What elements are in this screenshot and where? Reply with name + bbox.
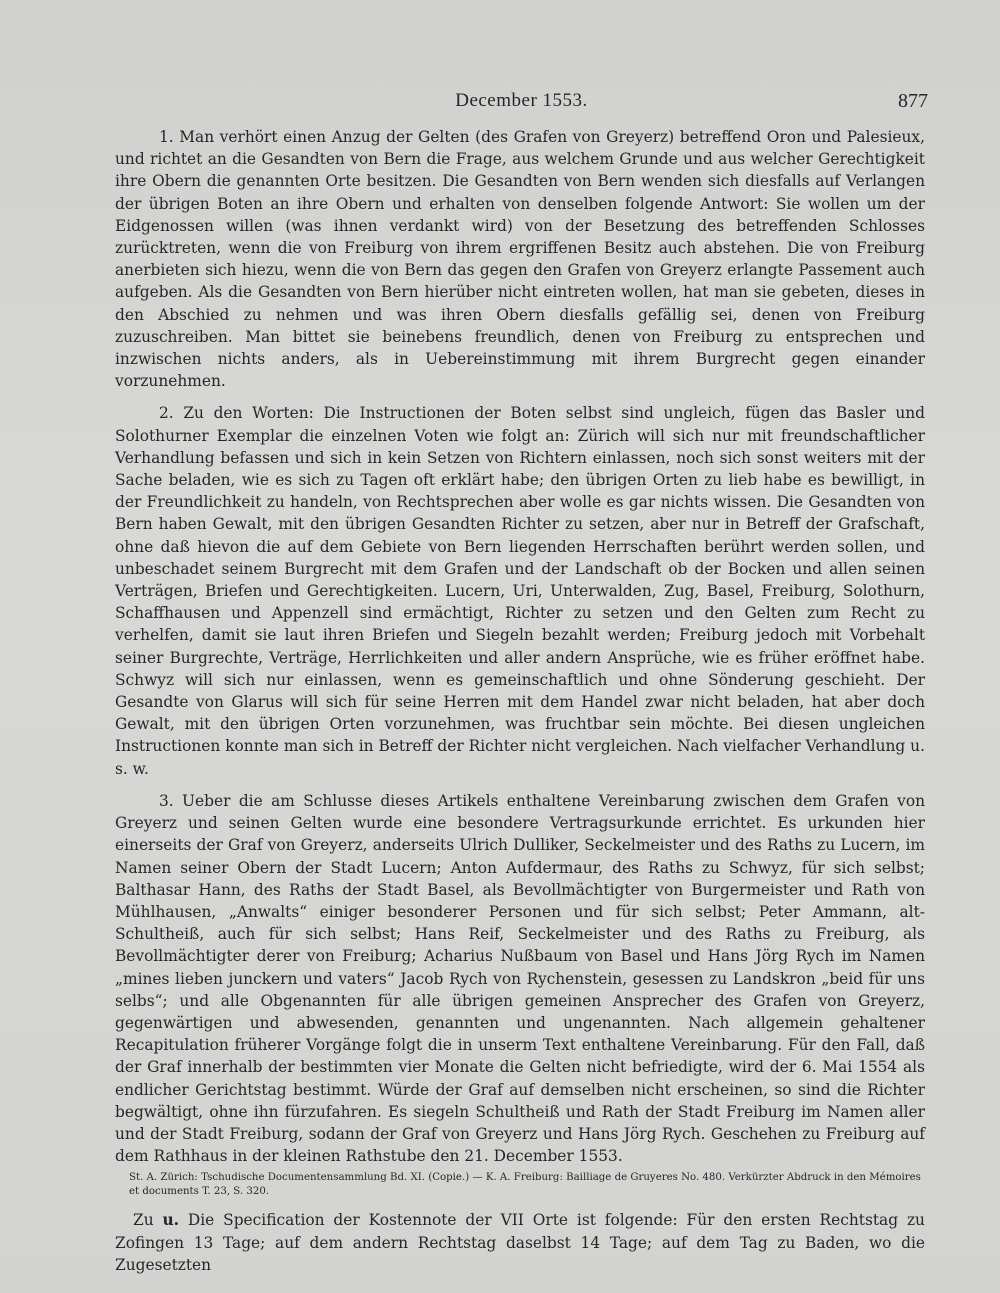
paragraph-2: 2. Zu den Worten: Die Instructionen der Boten selbst sind ungleich, fügen das Basler und Solothurner Exemplar die einzelnen Voten wie folgt an: Zürich will sich nur mit freundschaftlicher Verhandlung befassen und sich in kein Setzen von Richtern einlassen, noch sich sonst weiters mit der Sache beladen, wie es sich zu Tagen oft erklärt habe; den übrigen Orten zu lieb habe es bewilligt, in der Freundlichkeit zu handeln, von Rechtsprechen aber wolle es gar nichts wissen. Die Gesandten von Bern haben Gewalt, mit den übrigen Gesandten Richter zu setzen, aber nur in Betreff der Grafschaft, ohne daß hievon die auf dem Gebiete von Bern liegenden Herrschaften berührt werden sollen, und unbeschadet seinem Burgrecht mit dem Grafen und der Landschaft ob der Bocken und allen seinen Verträgen, Briefen und Gerechtigkeiten. Lucern, Uri, Unterwalden, Zug, Basel, Freiburg, Solothurn, Schaffhausen und Appenzell sind ermächtigt, Richter zu setzen und den Gelten zum Recht zu verhelfen, damit sie laut ihren Briefen und Siegeln bezahlt werden; Freiburg jedoch mit Vorbehalt seiner Burgrechte, Verträge, Herrlichkeiten und aller andern Ansprüche, wie es früher eröffnet habe. Schwyz will sich nur einlassen, wenn es gemeinschaftlich und ohne Sönderung geschieht. Der Gesandte von Glarus will sich für seine Herren mit dem Handel zwar nicht beladen, hat aber doch Gewalt, mit den übrigen Orten vorzunehmen, was fruchtbar sein möchte. Bei diesen ungleichen Instructionen konnte man sich in Betreff der Richter nicht vergleichen. Nach vielfacher Verhandlung u. s. w. [115, 404, 925, 778]
final-marker: u. [162, 1211, 180, 1230]
page-number: 877 [898, 90, 928, 112]
running-head: December 1553. [455, 90, 588, 111]
paragraph-1: 1. Man verhört einen Anzug der Gelten (des Grafen von Greyerz) betreffend Oron und Palesieux, und richtet an die Gesandten von Bern die Frage, aus welchem Grunde und aus welcher Gerechtigkeit ihre Obern die genannten Orte besitzen. Die Gesandten von Bern wenden sich diesfalls auf Verlangen der übrigen Boten an ihre Obern und erhalten von denselben folgende Antwort: Sie wollen um der Eidgenossen willen (was ihnen verdankt wird) von der Besetzung des betreffenden Schlosses zurücktreten, wenn die von Freiburg von ihrem ergriffenen Besitz auch abstehen. Die von Freiburg anerbieten sich hiezu, wenn die von Bern das gegen den Grafen von Greyerz erlangte Passement auch aufgeben. Als die Gesandten von Bern hierüber nicht eintreten wollen, hat man sie gebeten, dieses in den Abschied zu nehmen und was ihren Obern diesfalls gefällig sei, denen von Freiburg zuzuschreiben. Man bittet sie beinebens freundlich, denen von Freiburg zu entsprechen und inzwischen nichts anders, als in Uebereinstimmung mit ihrem Burgrecht gegen einander vorzunehmen. [115, 128, 925, 391]
page-body [115, 126, 925, 1276]
paragraph-3: 3. Ueber die am Schlusse dieses Artikels enthaltene Vereinbarung zwischen dem Grafen von Greyerz und seinen Gelten wurde eine besondere Vertragsurkunde errichtet. Es urkunden hier einerseits der Graf von Greyerz, anderseits Ulrich Dulliker, Seckelmeister und des Raths zu Lucern, im Namen seiner Obern der Stadt Lucern; Anton Aufdermaur, des Raths zu Schwyz, für sich selbst; Balthasar Hann, des Raths der Stadt Basel, als Bevollmächtigter von Burgermeister und Rath von Mühlhausen, „Anwalts“ einiger besonderer Personen und für sich selbst; Peter Ammann, alt-Schultheiß, auch für sich selbst; Hans Reif, Seckelmeister und des Raths zu Freiburg, als Bevollmächtigter derer von Freiburg; Acharius Nußbaum von Basel und Hans Jörg Rych im Namen „mines lieben junckern und vaters“ Jacob Rych von Rychenstein, gesessen zu Landskron „beid für uns selbs“; und alle Obgenannten für alle übrigen gemeinen Ansprecher des Grafen von Greyerz, gegenwärtigen und abwesenden, genannten und ungenannten. Nach allgemein gehaltener Recapitulation früherer Vorgänge folgt die in unserm Text enthaltene Vereinbarung. Für den Fall, daß der Graf innerhalb der bestimmten vier Monate die Gelten nicht befriedigte, wird der 6. Mai 1554 als endlicher Gerichtstag bestimmt. Würde der Graf auf demselben nicht erscheinen, so sind die Richter begwältigt, ohne ihn fürzufahren. Es siegeln Schultheiß und Rath der Stadt Freiburg im Namen aller und der Stadt Freiburg, sodann der Graf von Greyerz und Hans Jörg Rych. Geschehen zu Freiburg auf dem Rathhaus in der kleinen Rathstube den 21. December 1553. [115, 791, 925, 1166]
final-text: Die Specification der Kostennote der VII Orte ist folgende: Für den ersten Rechtstag zu Zofingen 13 Tage; auf dem andern Rechtstag daselbst 14 Tage; auf dem Tag zu Baden, wo die Zugesetzten [115, 1211, 925, 1274]
page-header [115, 90, 928, 120]
source-note: St. A. Zürich: Tschudische Documentensammlung Bd. XI. (Copie.) — K. A. Freiburg: Bailliage de Gruyeres No. 480. Verkürzter Abdruck in den Mémoires et documents T. 23, S. 320. [129, 1172, 921, 1198]
final-lead: Zu [133, 1211, 154, 1230]
final-paragraph [115, 1209, 925, 1276]
